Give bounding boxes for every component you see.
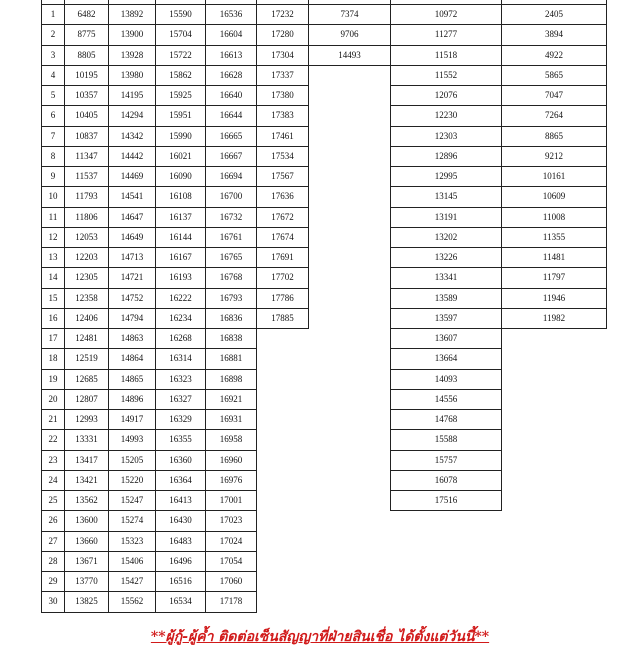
value-cell: 16921 bbox=[205, 389, 257, 410]
value-cell: 16090 bbox=[155, 166, 206, 187]
value-cell: 16640 bbox=[205, 85, 257, 106]
row-number-cell: 25 bbox=[41, 490, 65, 511]
value-cell: 15588 bbox=[390, 429, 502, 450]
row-number-cell: 29 bbox=[41, 571, 65, 592]
value-cell: 10405 bbox=[64, 105, 109, 126]
row-number-cell: 1 bbox=[41, 4, 65, 25]
value-cell: 16898 bbox=[205, 369, 257, 390]
value-cell: 13980 bbox=[108, 65, 156, 86]
value-cell: 16534 bbox=[155, 591, 206, 612]
value-cell: 14493 bbox=[308, 45, 391, 66]
row-number-cell: 22 bbox=[41, 429, 65, 450]
value-cell: 8775 bbox=[64, 24, 109, 45]
value-cell: 17786 bbox=[256, 288, 309, 309]
value-cell: 13589 bbox=[390, 288, 502, 309]
value-cell: 15274 bbox=[108, 510, 156, 531]
notice-text: **ผู้กู้-ผู้ค้ำ ติดต่อเซ็นสัญญาที่ฝ่ายสินเชื่อ ได้ตั้งแต่วันนี้** bbox=[150, 629, 490, 645]
value-cell: 16836 bbox=[205, 308, 257, 329]
value-cell: 16167 bbox=[155, 247, 206, 268]
value-cell: 13600 bbox=[64, 510, 109, 531]
value-cell: 13607 bbox=[390, 328, 502, 349]
value-cell: 17380 bbox=[256, 85, 309, 106]
value-cell: 16355 bbox=[155, 429, 206, 450]
value-cell: 13928 bbox=[108, 45, 156, 66]
row-number-cell: 17 bbox=[41, 328, 65, 349]
value-cell: 15925 bbox=[155, 85, 206, 106]
value-cell: 17178 bbox=[205, 591, 257, 612]
value-cell: 17534 bbox=[256, 146, 309, 167]
value-cell: 14649 bbox=[108, 227, 156, 248]
value-cell: 14713 bbox=[108, 247, 156, 268]
value-cell: 15862 bbox=[155, 65, 206, 86]
value-cell: 15704 bbox=[155, 24, 206, 45]
value-cell: 16628 bbox=[205, 65, 257, 86]
value-cell: 10972 bbox=[390, 4, 502, 25]
value-cell: 11481 bbox=[501, 247, 607, 268]
value-cell: 11982 bbox=[501, 308, 607, 329]
value-cell: 11355 bbox=[501, 227, 607, 248]
value-cell: 16644 bbox=[205, 105, 257, 126]
value-cell: 17516 bbox=[390, 490, 502, 511]
value-cell: 13892 bbox=[108, 4, 156, 25]
value-cell: 17060 bbox=[205, 571, 257, 592]
value-cell: 17383 bbox=[256, 105, 309, 126]
value-cell: 14721 bbox=[108, 267, 156, 288]
value-cell: 15590 bbox=[155, 4, 206, 25]
value-cell: 12896 bbox=[390, 146, 502, 167]
value-cell: 10357 bbox=[64, 85, 109, 106]
row-number-cell: 20 bbox=[41, 389, 65, 410]
value-cell: 16665 bbox=[205, 126, 257, 147]
value-cell: 12358 bbox=[64, 288, 109, 309]
value-cell: 16329 bbox=[155, 409, 206, 430]
value-cell: 17674 bbox=[256, 227, 309, 248]
value-cell: 15220 bbox=[108, 470, 156, 491]
value-cell: 15427 bbox=[108, 571, 156, 592]
value-cell: 17636 bbox=[256, 186, 309, 207]
value-cell: 16430 bbox=[155, 510, 206, 531]
value-cell: 12993 bbox=[64, 409, 109, 430]
value-cell: 14556 bbox=[390, 389, 502, 410]
value-cell: 17337 bbox=[256, 65, 309, 86]
value-cell: 13202 bbox=[390, 227, 502, 248]
value-cell: 11797 bbox=[501, 267, 607, 288]
value-cell: 13226 bbox=[390, 247, 502, 268]
row-number-cell: 14 bbox=[41, 267, 65, 288]
value-cell: 16268 bbox=[155, 328, 206, 349]
value-cell: 13145 bbox=[390, 186, 502, 207]
value-cell: 3894 bbox=[501, 24, 607, 45]
value-cell: 5865 bbox=[501, 65, 607, 86]
value-cell: 11008 bbox=[501, 207, 607, 228]
value-cell: 15757 bbox=[390, 450, 502, 471]
value-cell: 13825 bbox=[64, 591, 109, 612]
value-cell: 16234 bbox=[155, 308, 206, 329]
value-cell: 15323 bbox=[108, 531, 156, 552]
value-cell: 17054 bbox=[205, 551, 257, 572]
value-cell: 15562 bbox=[108, 591, 156, 612]
value-cell: 14864 bbox=[108, 348, 156, 369]
value-cell: 16021 bbox=[155, 146, 206, 167]
value-cell: 11518 bbox=[390, 45, 502, 66]
value-cell: 13770 bbox=[64, 571, 109, 592]
value-cell: 15247 bbox=[108, 490, 156, 511]
value-cell: 15722 bbox=[155, 45, 206, 66]
value-cell: 13421 bbox=[64, 470, 109, 491]
row-number-cell: 26 bbox=[41, 510, 65, 531]
value-cell: 16108 bbox=[155, 186, 206, 207]
value-cell: 14294 bbox=[108, 105, 156, 126]
value-cell: 7374 bbox=[308, 4, 391, 25]
value-cell: 6482 bbox=[64, 4, 109, 25]
value-cell: 2405 bbox=[501, 4, 607, 25]
row-number-cell: 3 bbox=[41, 45, 65, 66]
row-number-cell: 16 bbox=[41, 308, 65, 329]
value-cell: 9212 bbox=[501, 146, 607, 167]
value-cell: 13660 bbox=[64, 531, 109, 552]
value-cell: 15951 bbox=[155, 105, 206, 126]
value-cell: 17001 bbox=[205, 490, 257, 511]
row-number-cell: 13 bbox=[41, 247, 65, 268]
value-cell: 12685 bbox=[64, 369, 109, 390]
value-cell: 11552 bbox=[390, 65, 502, 86]
row-number-cell: 5 bbox=[41, 85, 65, 106]
value-cell: 17691 bbox=[256, 247, 309, 268]
value-cell: 16496 bbox=[155, 551, 206, 572]
row-number-cell: 10 bbox=[41, 186, 65, 207]
value-cell: 11277 bbox=[390, 24, 502, 45]
value-cell: 14093 bbox=[390, 369, 502, 390]
row-number-cell: 9 bbox=[41, 166, 65, 187]
value-cell: 11806 bbox=[64, 207, 109, 228]
value-cell: 16314 bbox=[155, 348, 206, 369]
value-cell: 16483 bbox=[155, 531, 206, 552]
row-number-cell: 27 bbox=[41, 531, 65, 552]
value-cell: 11537 bbox=[64, 166, 109, 187]
value-cell: 16667 bbox=[205, 146, 257, 167]
row-number-cell: 30 bbox=[41, 591, 65, 612]
value-cell: 16536 bbox=[205, 4, 257, 25]
value-cell: 10161 bbox=[501, 166, 607, 187]
value-cell: 7047 bbox=[501, 85, 607, 106]
row-number-cell: 2 bbox=[41, 24, 65, 45]
value-cell: 14865 bbox=[108, 369, 156, 390]
row-number-cell: 7 bbox=[41, 126, 65, 147]
value-cell: 14469 bbox=[108, 166, 156, 187]
value-cell: 16078 bbox=[390, 470, 502, 491]
value-cell: 16700 bbox=[205, 186, 257, 207]
value-cell: 17024 bbox=[205, 531, 257, 552]
value-cell: 15205 bbox=[108, 450, 156, 471]
value-cell: 9706 bbox=[308, 24, 391, 45]
value-cell: 7264 bbox=[501, 105, 607, 126]
value-cell: 14442 bbox=[108, 146, 156, 167]
value-cell: 14541 bbox=[108, 186, 156, 207]
row-number-cell: 24 bbox=[41, 470, 65, 491]
value-cell: 13331 bbox=[64, 429, 109, 450]
value-cell: 17567 bbox=[256, 166, 309, 187]
row-number-cell: 6 bbox=[41, 105, 65, 126]
value-cell: 10609 bbox=[501, 186, 607, 207]
value-cell: 12053 bbox=[64, 227, 109, 248]
value-cell: 17461 bbox=[256, 126, 309, 147]
value-cell: 13671 bbox=[64, 551, 109, 572]
value-cell: 12303 bbox=[390, 126, 502, 147]
value-cell: 16694 bbox=[205, 166, 257, 187]
value-cell: 16604 bbox=[205, 24, 257, 45]
value-cell: 13597 bbox=[390, 308, 502, 329]
value-cell: 8805 bbox=[64, 45, 109, 66]
value-cell: 16793 bbox=[205, 288, 257, 309]
value-cell: 16144 bbox=[155, 227, 206, 248]
value-cell: 14896 bbox=[108, 389, 156, 410]
value-cell: 16768 bbox=[205, 267, 257, 288]
value-cell: 12519 bbox=[64, 348, 109, 369]
value-cell: 13341 bbox=[390, 267, 502, 288]
value-cell: 16976 bbox=[205, 470, 257, 491]
value-cell: 16931 bbox=[205, 409, 257, 430]
value-cell: 16327 bbox=[155, 389, 206, 410]
value-cell: 14647 bbox=[108, 207, 156, 228]
value-cell: 14195 bbox=[108, 85, 156, 106]
value-cell: 14863 bbox=[108, 328, 156, 349]
value-cell: 11946 bbox=[501, 288, 607, 309]
value-cell: 14768 bbox=[390, 409, 502, 430]
value-cell: 16364 bbox=[155, 470, 206, 491]
value-cell: 16323 bbox=[155, 369, 206, 390]
value-cell: 16881 bbox=[205, 348, 257, 369]
value-cell: 16193 bbox=[155, 267, 206, 288]
value-cell: 12807 bbox=[64, 389, 109, 410]
row-number-cell: 18 bbox=[41, 348, 65, 369]
value-cell: 8865 bbox=[501, 126, 607, 147]
value-cell: 16222 bbox=[155, 288, 206, 309]
value-cell: 16516 bbox=[155, 571, 206, 592]
value-cell: 12481 bbox=[64, 328, 109, 349]
value-cell: 15406 bbox=[108, 551, 156, 572]
row-number-cell: 11 bbox=[41, 207, 65, 228]
value-cell: 4922 bbox=[501, 45, 607, 66]
value-cell: 13191 bbox=[390, 207, 502, 228]
value-cell: 12406 bbox=[64, 308, 109, 329]
value-cell: 15990 bbox=[155, 126, 206, 147]
value-cell: 10195 bbox=[64, 65, 109, 86]
value-cell: 17885 bbox=[256, 308, 309, 329]
value-cell: 17232 bbox=[256, 4, 309, 25]
value-cell: 16765 bbox=[205, 247, 257, 268]
row-number-cell: 28 bbox=[41, 551, 65, 572]
value-cell: 16413 bbox=[155, 490, 206, 511]
value-cell: 14342 bbox=[108, 126, 156, 147]
value-cell: 17023 bbox=[205, 510, 257, 531]
value-cell: 14993 bbox=[108, 429, 156, 450]
value-cell: 13562 bbox=[64, 490, 109, 511]
row-number-cell: 12 bbox=[41, 227, 65, 248]
value-cell: 12995 bbox=[390, 166, 502, 187]
value-cell: 16137 bbox=[155, 207, 206, 228]
value-cell: 17702 bbox=[256, 267, 309, 288]
value-cell: 14917 bbox=[108, 409, 156, 430]
value-cell: 13417 bbox=[64, 450, 109, 471]
row-number-cell: 15 bbox=[41, 288, 65, 309]
value-cell: 16732 bbox=[205, 207, 257, 228]
value-cell: 11793 bbox=[64, 186, 109, 207]
value-cell: 17672 bbox=[256, 207, 309, 228]
value-cell: 17304 bbox=[256, 45, 309, 66]
value-cell: 10837 bbox=[64, 126, 109, 147]
row-number-cell: 23 bbox=[41, 450, 65, 471]
value-cell: 12203 bbox=[64, 247, 109, 268]
value-cell: 13900 bbox=[108, 24, 156, 45]
value-cell: 16958 bbox=[205, 429, 257, 450]
value-cell: 12230 bbox=[390, 105, 502, 126]
value-cell: 13664 bbox=[390, 348, 502, 369]
value-cell: 16613 bbox=[205, 45, 257, 66]
value-cell: 11347 bbox=[64, 146, 109, 167]
value-cell: 14794 bbox=[108, 308, 156, 329]
value-cell: 16761 bbox=[205, 227, 257, 248]
row-number-cell: 19 bbox=[41, 369, 65, 390]
row-number-cell: 8 bbox=[41, 146, 65, 167]
value-cell: 12305 bbox=[64, 267, 109, 288]
value-cell: 16360 bbox=[155, 450, 206, 471]
value-cell: 16838 bbox=[205, 328, 257, 349]
value-cell: 12076 bbox=[390, 85, 502, 106]
value-cell: 14752 bbox=[108, 288, 156, 309]
value-cell: 16960 bbox=[205, 450, 257, 471]
value-cell: 17280 bbox=[256, 24, 309, 45]
row-number-cell: 4 bbox=[41, 65, 65, 86]
row-number-cell: 21 bbox=[41, 409, 65, 430]
